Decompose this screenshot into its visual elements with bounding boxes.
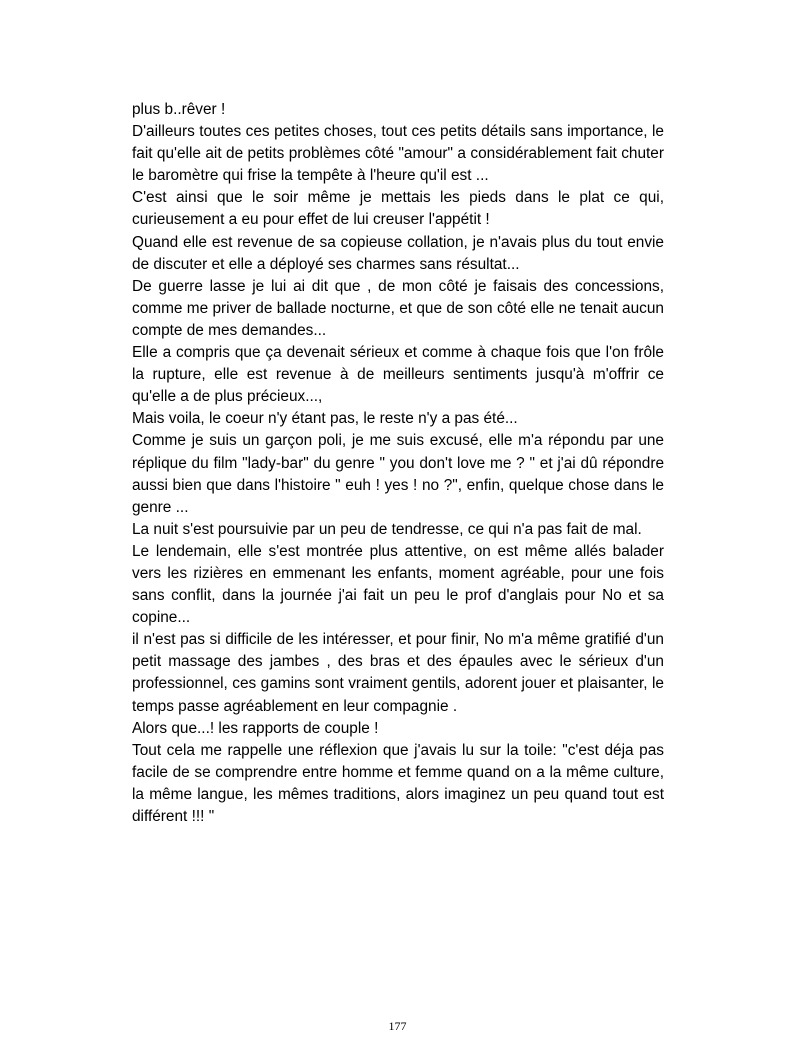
paragraph: Mais voila, le coeur n'y étant pas, le reste n'y a pas été... xyxy=(132,410,518,428)
paragraph: Quand elle est revenue de sa copieuse collation, je n'avais plus du tout envie de discuter et elle a déployé ses charmes sans résultat... xyxy=(132,233,664,273)
page-body xyxy=(132,99,664,828)
paragraph: La nuit s'est poursuivie par un peu de tendresse, ce qui n'a pas fait de mal. xyxy=(132,520,642,538)
paragraph: D'ailleurs toutes ces petites choses, tout ces petits détails sans importance, le fait qu'elle ait de petits problèmes côté "amour" a considérablement fait chuter le baromètre qui frise la tempête à l'heure qu'il est ... xyxy=(132,123,664,185)
paragraph: C'est ainsi que le soir même je mettais les pieds dans le plat ce qui, curieusement a eu pour effet de lui creuser l'appétit ! xyxy=(132,189,664,229)
page-number: 177 xyxy=(388,1019,407,1033)
paragraph: plus b..rêver ! xyxy=(132,101,226,118)
paragraph: il n'est pas si difficile de les intéresser, et pour finir, No m'a même gratifié d'un petit massage des jambes , des bras et des épaules avec le sérieux d'un professionnel, ces gamins sont vraiment gentils, adorent jouer et plaisanter, le temps passe agréablement en leur compagnie . xyxy=(132,631,664,715)
paragraph: Elle a compris que ça devenait sérieux et comme à chaque fois que l'on frôle la rupture, elle est revenue à de meilleurs sentiments jusqu'à m'offrir ce qu'elle a de plus précieux..., xyxy=(132,344,664,406)
paragraph: Alors que...! les rapports de couple ! xyxy=(132,719,379,737)
paragraph: Tout cela me rappelle une réflexion que j'avais lu sur la toile: "c'est déja pas facile de se comprendre entre homme et femme quand on a la même culture, la même langue, les mêmes traditions, alors imaginez un peu quand tout est différent !!! " xyxy=(132,741,664,825)
paragraph: Le lendemain, elle s'est montrée plus attentive, on est même allés balader vers les rizières en emmenant les enfants, moment agréable, pour une fois sans conflit, dans la journée j'ai fait un peu le prof d'anglais pour No et sa copine... xyxy=(132,542,664,627)
paragraph: De guerre lasse je lui ai dit que , de mon côté je faisais des concessions, comme me priver de ballade nocturne, et que de son côté elle ne tenait aucun compte de mes demandes... xyxy=(132,277,664,339)
paragraph: Comme je suis un garçon poli, je me suis excusé, elle m'a répondu par une réplique du film "lady-bar" du genre " you don't love me ? " et j'ai dû répondre aussi bien que dans l'histoire " euh ! yes ! no ?", enfin, quelque chose dans le genre ... xyxy=(132,432,664,516)
